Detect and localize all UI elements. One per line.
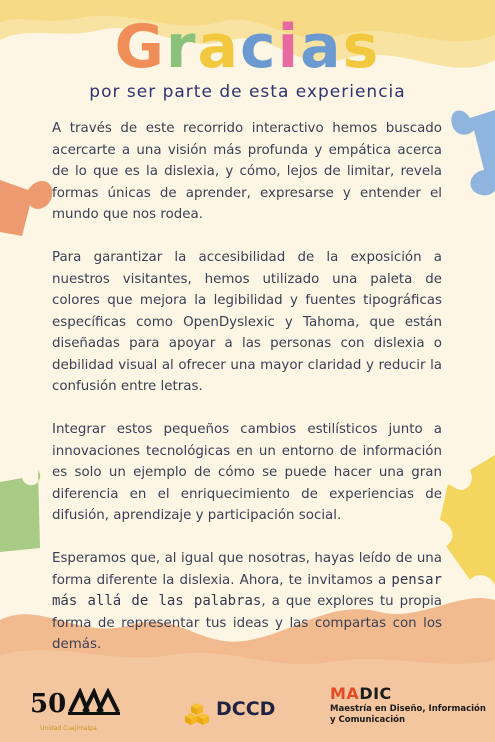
puzzle-piece-blue-right bbox=[451, 110, 495, 195]
madic-subtitle bbox=[330, 704, 486, 726]
uam-50-logo bbox=[30, 688, 120, 719]
paragraph-4-end: , a que explores tu propia forma de representar tus ideas y las compartas con los demás. bbox=[52, 594, 442, 652]
paragraph-2: Para garantizar la accesibilidad de la exposición a nuestros visitantes, hemos utilizado una paleta de colores que mejora la legibilidad y fuentes tipográficas específicas como OpenDyslexic y Tahoma, que están diseñadas para apoyar a las personas con dislexia o debilidad visual al ofrecer una mayor claridad y reducir la confusión entre letras. bbox=[52, 250, 442, 394]
puzzle-piece-green-left bbox=[0, 470, 40, 552]
footer-logos bbox=[0, 680, 495, 742]
paragraph-3: Integrar estos pequeños cambios estilísticos junto a innovaciones tecnológicas en un entorno de información es solo un ejemplo de cómo se puede hacer una gran diferencia en el enriquecimiento de experiencias de difusión, aprendizaje y participación social. bbox=[52, 422, 442, 523]
highlight-phrase: pensar más allá de las palabras bbox=[52, 571, 442, 609]
thanks-title bbox=[0, 12, 495, 82]
title-letter: i bbox=[277, 12, 301, 82]
dccd-cube-icon bbox=[183, 702, 213, 728]
paragraph-4-start: Esperamos que, al igual que nosotras, hayas leído de una forma diferente la dislexia. Ahora, te invitamos a bbox=[52, 551, 442, 588]
madic-ma: MA bbox=[330, 684, 360, 703]
title-letter: r bbox=[165, 12, 198, 82]
madic-dic: DIC bbox=[359, 684, 392, 703]
dccd-logo: DCCD bbox=[216, 698, 276, 720]
puzzle-piece-yellow-right bbox=[440, 455, 495, 585]
title-letter: s bbox=[342, 12, 381, 82]
uam-icon bbox=[68, 688, 120, 716]
madic-subtitle-line-1: Maestría en Diseño, Información bbox=[330, 704, 486, 714]
madic-logo bbox=[330, 684, 392, 703]
subtitle: por ser parte de esta experiencia bbox=[89, 82, 406, 102]
puzzle-piece-orange-left bbox=[0, 180, 52, 236]
madic-subtitle-line-2: y Comunicación bbox=[330, 715, 406, 725]
title-letter: G bbox=[114, 12, 166, 82]
uam-subtitle: Unidad Cuajimalpa bbox=[40, 725, 97, 732]
title-letter: c bbox=[239, 12, 278, 82]
paragraph-1: A través de este recorrido interactivo hemos buscado acercarte a una visión más profunda y empática acerca de lo que es la dislexia, y cómo, lejos de limitar, revela formas únicas de aprender, expresarse y entender el mundo que nos rodea. bbox=[52, 121, 442, 222]
paragraph-4 bbox=[52, 548, 442, 656]
body-text bbox=[52, 118, 442, 677]
uam-50-number: 50 bbox=[30, 689, 67, 719]
title-letter: a bbox=[197, 12, 240, 82]
title-letter: a bbox=[300, 12, 343, 82]
